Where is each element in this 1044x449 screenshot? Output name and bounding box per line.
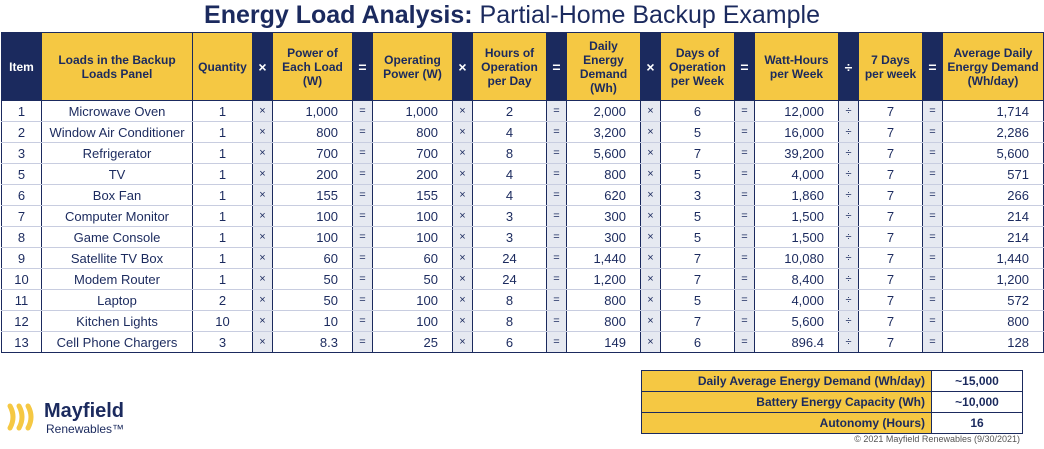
operator-times: × bbox=[453, 143, 473, 164]
cell-days: 7 bbox=[661, 248, 735, 269]
header-op-eq: = bbox=[547, 33, 567, 101]
cell-whweek: 4,000 bbox=[755, 290, 839, 311]
header-item: Item bbox=[2, 33, 42, 101]
cell-whweek: 5,600 bbox=[755, 311, 839, 332]
cell-power: 10 bbox=[273, 311, 353, 332]
operator-eq: = bbox=[735, 248, 755, 269]
operator-eq: = bbox=[353, 311, 373, 332]
operator-eq: = bbox=[735, 101, 755, 122]
cell-power: 100 bbox=[273, 206, 353, 227]
cell-op_power: 155 bbox=[373, 185, 453, 206]
cell-seven: 7 bbox=[859, 185, 923, 206]
cell-days: 5 bbox=[661, 206, 735, 227]
cell-days: 7 bbox=[661, 269, 735, 290]
operator-eq: = bbox=[735, 269, 755, 290]
cell-qty: 1 bbox=[193, 185, 253, 206]
cell-seven: 7 bbox=[859, 227, 923, 248]
cell-load: TV bbox=[42, 164, 193, 185]
cell-load: Satellite TV Box bbox=[42, 248, 193, 269]
operator-times: × bbox=[253, 227, 273, 248]
cell-hours: 4 bbox=[473, 164, 547, 185]
cell-days: 7 bbox=[661, 311, 735, 332]
operator-times: × bbox=[253, 332, 273, 353]
table-row bbox=[2, 269, 1044, 290]
operator-eq: = bbox=[735, 332, 755, 353]
summary-value: ~10,000 bbox=[932, 392, 1023, 413]
operator-div: ÷ bbox=[839, 101, 859, 122]
operator-eq: = bbox=[353, 101, 373, 122]
cell-load: Laptop bbox=[42, 290, 193, 311]
cell-hours: 8 bbox=[473, 143, 547, 164]
cell-daily: 300 bbox=[567, 206, 641, 227]
cell-op_power: 1,000 bbox=[373, 101, 453, 122]
operator-times: × bbox=[641, 122, 661, 143]
operator-times: × bbox=[641, 248, 661, 269]
cell-days: 7 bbox=[661, 143, 735, 164]
cell-qty: 1 bbox=[193, 269, 253, 290]
operator-eq: = bbox=[923, 269, 943, 290]
header-op-eq: = bbox=[923, 33, 943, 101]
operator-times: × bbox=[641, 101, 661, 122]
operator-eq: = bbox=[547, 101, 567, 122]
table-row bbox=[2, 311, 1044, 332]
cell-daily: 300 bbox=[567, 227, 641, 248]
cell-op_power: 25 bbox=[373, 332, 453, 353]
table-row bbox=[2, 332, 1044, 353]
cell-load: Game Console bbox=[42, 227, 193, 248]
cell-whweek: 1,860 bbox=[755, 185, 839, 206]
operator-times: × bbox=[253, 185, 273, 206]
cell-seven: 7 bbox=[859, 332, 923, 353]
operator-times: × bbox=[641, 332, 661, 353]
operator-eq: = bbox=[353, 185, 373, 206]
operator-times: × bbox=[453, 269, 473, 290]
cell-hours: 8 bbox=[473, 311, 547, 332]
operator-times: × bbox=[253, 122, 273, 143]
cell-op_power: 50 bbox=[373, 269, 453, 290]
operator-eq: = bbox=[547, 332, 567, 353]
cell-whweek: 8,400 bbox=[755, 269, 839, 290]
operator-eq: = bbox=[923, 332, 943, 353]
cell-seven: 7 bbox=[859, 311, 923, 332]
cell-whweek: 39,200 bbox=[755, 143, 839, 164]
header-quantity: Quantity bbox=[193, 33, 253, 101]
operator-eq: = bbox=[353, 248, 373, 269]
header-seven-days: 7 Days per week bbox=[859, 33, 923, 101]
table-row bbox=[2, 227, 1044, 248]
operator-eq: = bbox=[547, 269, 567, 290]
operator-times: × bbox=[453, 101, 473, 122]
summary-row bbox=[642, 392, 1023, 413]
header-daily-demand: Daily Energy Demand (Wh) bbox=[567, 33, 641, 101]
cell-qty: 1 bbox=[193, 143, 253, 164]
cell-load: Microwave Oven bbox=[42, 101, 193, 122]
cell-avg: 800 bbox=[943, 311, 1044, 332]
cell-qty: 1 bbox=[193, 101, 253, 122]
cell-power: 700 bbox=[273, 143, 353, 164]
cell-power: 800 bbox=[273, 122, 353, 143]
cell-op_power: 800 bbox=[373, 122, 453, 143]
operator-div: ÷ bbox=[839, 269, 859, 290]
operator-div: ÷ bbox=[839, 332, 859, 353]
summary-table bbox=[641, 370, 1023, 434]
operator-div: ÷ bbox=[839, 185, 859, 206]
table-row bbox=[2, 185, 1044, 206]
cell-item: 7 bbox=[2, 206, 42, 227]
operator-eq: = bbox=[353, 227, 373, 248]
operator-eq: = bbox=[735, 122, 755, 143]
operator-eq: = bbox=[923, 164, 943, 185]
header-op-eq: = bbox=[353, 33, 373, 101]
cell-item: 2 bbox=[2, 122, 42, 143]
cell-seven: 7 bbox=[859, 206, 923, 227]
operator-eq: = bbox=[353, 206, 373, 227]
operator-eq: = bbox=[735, 311, 755, 332]
cell-load: Modem Router bbox=[42, 269, 193, 290]
operator-eq: = bbox=[923, 122, 943, 143]
cell-avg: 266 bbox=[943, 185, 1044, 206]
cell-power: 1,000 bbox=[273, 101, 353, 122]
cell-seven: 7 bbox=[859, 290, 923, 311]
cell-whweek: 16,000 bbox=[755, 122, 839, 143]
cell-whweek: 1,500 bbox=[755, 227, 839, 248]
table-row bbox=[2, 164, 1044, 185]
cell-power: 155 bbox=[273, 185, 353, 206]
header-loads: Loads in the Backup Loads Panel bbox=[42, 33, 193, 101]
cell-days: 5 bbox=[661, 227, 735, 248]
cell-power: 60 bbox=[273, 248, 353, 269]
operator-times: × bbox=[453, 290, 473, 311]
header-op-times: × bbox=[453, 33, 473, 101]
cell-avg: 214 bbox=[943, 206, 1044, 227]
operator-times: × bbox=[641, 311, 661, 332]
cell-hours: 3 bbox=[473, 206, 547, 227]
operator-eq: = bbox=[547, 206, 567, 227]
operator-eq: = bbox=[735, 143, 755, 164]
operator-eq: = bbox=[735, 206, 755, 227]
cell-load: Box Fan bbox=[42, 185, 193, 206]
cell-whweek: 896.4 bbox=[755, 332, 839, 353]
cell-avg: 1,200 bbox=[943, 269, 1044, 290]
operator-eq: = bbox=[547, 248, 567, 269]
summary-label: Daily Average Energy Demand (Wh/day) bbox=[642, 371, 932, 392]
operator-times: × bbox=[253, 164, 273, 185]
cell-op_power: 60 bbox=[373, 248, 453, 269]
cell-hours: 3 bbox=[473, 227, 547, 248]
operator-div: ÷ bbox=[839, 164, 859, 185]
operator-times: × bbox=[453, 206, 473, 227]
cell-avg: 1,440 bbox=[943, 248, 1044, 269]
operator-eq: = bbox=[923, 227, 943, 248]
cell-hours: 4 bbox=[473, 122, 547, 143]
operator-times: × bbox=[253, 206, 273, 227]
cell-item: 8 bbox=[2, 227, 42, 248]
operator-div: ÷ bbox=[839, 143, 859, 164]
operator-times: × bbox=[253, 311, 273, 332]
operator-eq: = bbox=[353, 332, 373, 353]
page-title bbox=[0, 0, 1024, 30]
header-row bbox=[2, 33, 1044, 101]
cell-power: 200 bbox=[273, 164, 353, 185]
summary-label: Battery Energy Capacity (Wh) bbox=[642, 392, 932, 413]
summary-label: Autonomy (Hours) bbox=[642, 413, 932, 434]
cell-hours: 24 bbox=[473, 269, 547, 290]
operator-eq: = bbox=[547, 290, 567, 311]
operator-div: ÷ bbox=[839, 311, 859, 332]
cell-op_power: 100 bbox=[373, 311, 453, 332]
header-op-times: × bbox=[641, 33, 661, 101]
operator-div: ÷ bbox=[839, 290, 859, 311]
table-row bbox=[2, 248, 1044, 269]
operator-times: × bbox=[641, 290, 661, 311]
cell-load: Computer Monitor bbox=[42, 206, 193, 227]
operator-div: ÷ bbox=[839, 206, 859, 227]
cell-daily: 800 bbox=[567, 290, 641, 311]
operator-times: × bbox=[453, 248, 473, 269]
summary-value: ~15,000 bbox=[932, 371, 1023, 392]
copyright-text: © 2021 Mayfield Renewables (9/30/2021) bbox=[854, 434, 1020, 444]
operator-eq: = bbox=[547, 164, 567, 185]
cell-days: 3 bbox=[661, 185, 735, 206]
energy-load-table bbox=[1, 32, 1044, 353]
operator-eq: = bbox=[923, 101, 943, 122]
cell-power: 50 bbox=[273, 290, 353, 311]
operator-times: × bbox=[641, 143, 661, 164]
header-days: Days of Operation per Week bbox=[661, 33, 735, 101]
operator-times: × bbox=[253, 101, 273, 122]
cell-avg: 128 bbox=[943, 332, 1044, 353]
operator-times: × bbox=[641, 185, 661, 206]
cell-days: 6 bbox=[661, 332, 735, 353]
operator-times: × bbox=[641, 227, 661, 248]
operator-times: × bbox=[253, 143, 273, 164]
header-avg-daily: Average Daily Energy Demand (Wh/day) bbox=[943, 33, 1044, 101]
cell-item: 5 bbox=[2, 164, 42, 185]
operator-times: × bbox=[253, 290, 273, 311]
cell-avg: 2,286 bbox=[943, 122, 1044, 143]
cell-hours: 6 bbox=[473, 332, 547, 353]
operator-eq: = bbox=[923, 185, 943, 206]
cell-item: 12 bbox=[2, 311, 42, 332]
header-operating-power: Operating Power (W) bbox=[373, 33, 453, 101]
operator-eq: = bbox=[353, 269, 373, 290]
cell-days: 5 bbox=[661, 290, 735, 311]
operator-eq: = bbox=[547, 227, 567, 248]
cell-daily: 149 bbox=[567, 332, 641, 353]
header-power-each: Power of Each Load (W) bbox=[273, 33, 353, 101]
cell-op_power: 100 bbox=[373, 206, 453, 227]
cell-op_power: 700 bbox=[373, 143, 453, 164]
logo-subtitle: Renewables™ bbox=[46, 422, 125, 436]
cell-daily: 1,440 bbox=[567, 248, 641, 269]
cell-item: 13 bbox=[2, 332, 42, 353]
cell-avg: 571 bbox=[943, 164, 1044, 185]
operator-times: × bbox=[453, 332, 473, 353]
cell-qty: 1 bbox=[193, 227, 253, 248]
cell-daily: 2,000 bbox=[567, 101, 641, 122]
operator-eq: = bbox=[735, 290, 755, 311]
cell-qty: 1 bbox=[193, 164, 253, 185]
cell-avg: 214 bbox=[943, 227, 1044, 248]
cell-power: 8.3 bbox=[273, 332, 353, 353]
cell-item: 6 bbox=[2, 185, 42, 206]
cell-qty: 1 bbox=[193, 122, 253, 143]
cell-days: 5 bbox=[661, 122, 735, 143]
operator-eq: = bbox=[353, 290, 373, 311]
operator-eq: = bbox=[353, 122, 373, 143]
cell-item: 1 bbox=[2, 101, 42, 122]
cell-power: 100 bbox=[273, 227, 353, 248]
cell-avg: 572 bbox=[943, 290, 1044, 311]
cell-qty: 10 bbox=[193, 311, 253, 332]
operator-eq: = bbox=[923, 311, 943, 332]
logo-name: Mayfield bbox=[44, 400, 125, 422]
cell-qty: 3 bbox=[193, 332, 253, 353]
operator-eq: = bbox=[353, 164, 373, 185]
cell-op_power: 100 bbox=[373, 227, 453, 248]
cell-seven: 7 bbox=[859, 122, 923, 143]
header-op-times: × bbox=[253, 33, 273, 101]
mayfield-logo bbox=[6, 398, 156, 440]
cell-load: Refrigerator bbox=[42, 143, 193, 164]
cell-load: Window Air Conditioner bbox=[42, 122, 193, 143]
table-row bbox=[2, 122, 1044, 143]
operator-eq: = bbox=[547, 143, 567, 164]
operator-div: ÷ bbox=[839, 227, 859, 248]
cell-hours: 2 bbox=[473, 101, 547, 122]
operator-times: × bbox=[641, 206, 661, 227]
operator-times: × bbox=[453, 227, 473, 248]
cell-seven: 7 bbox=[859, 143, 923, 164]
operator-eq: = bbox=[735, 227, 755, 248]
operator-eq: = bbox=[547, 185, 567, 206]
cell-hours: 4 bbox=[473, 185, 547, 206]
operator-div: ÷ bbox=[839, 122, 859, 143]
cell-load: Kitchen Lights bbox=[42, 311, 193, 332]
cell-whweek: 10,080 bbox=[755, 248, 839, 269]
cell-qty: 1 bbox=[193, 206, 253, 227]
cell-whweek: 12,000 bbox=[755, 101, 839, 122]
operator-times: × bbox=[453, 311, 473, 332]
operator-times: × bbox=[453, 122, 473, 143]
table-row bbox=[2, 143, 1044, 164]
cell-daily: 1,200 bbox=[567, 269, 641, 290]
mayfield-logo-icon bbox=[6, 400, 40, 434]
summary-value: 16 bbox=[932, 413, 1023, 434]
operator-div: ÷ bbox=[839, 248, 859, 269]
operator-times: × bbox=[253, 269, 273, 290]
cell-whweek: 1,500 bbox=[755, 206, 839, 227]
cell-daily: 800 bbox=[567, 164, 641, 185]
operator-eq: = bbox=[923, 248, 943, 269]
cell-item: 9 bbox=[2, 248, 42, 269]
table-row bbox=[2, 101, 1044, 122]
cell-power: 50 bbox=[273, 269, 353, 290]
cell-days: 6 bbox=[661, 101, 735, 122]
cell-qty: 2 bbox=[193, 290, 253, 311]
cell-avg: 1,714 bbox=[943, 101, 1044, 122]
cell-item: 3 bbox=[2, 143, 42, 164]
operator-times: × bbox=[253, 248, 273, 269]
cell-daily: 620 bbox=[567, 185, 641, 206]
cell-whweek: 4,000 bbox=[755, 164, 839, 185]
cell-daily: 800 bbox=[567, 311, 641, 332]
cell-item: 11 bbox=[2, 290, 42, 311]
operator-times: × bbox=[641, 269, 661, 290]
cell-item: 10 bbox=[2, 269, 42, 290]
operator-times: × bbox=[453, 185, 473, 206]
operator-times: × bbox=[641, 164, 661, 185]
cell-avg: 5,600 bbox=[943, 143, 1044, 164]
operator-eq: = bbox=[547, 122, 567, 143]
operator-eq: = bbox=[735, 185, 755, 206]
cell-op_power: 100 bbox=[373, 290, 453, 311]
table-row bbox=[2, 290, 1044, 311]
cell-seven: 7 bbox=[859, 248, 923, 269]
operator-eq: = bbox=[923, 143, 943, 164]
header-hours: Hours of Operation per Day bbox=[473, 33, 547, 101]
cell-daily: 5,600 bbox=[567, 143, 641, 164]
cell-daily: 3,200 bbox=[567, 122, 641, 143]
operator-eq: = bbox=[547, 311, 567, 332]
table-row bbox=[2, 206, 1044, 227]
summary-row bbox=[642, 413, 1023, 434]
operator-eq: = bbox=[735, 164, 755, 185]
operator-eq: = bbox=[353, 143, 373, 164]
operator-eq: = bbox=[923, 290, 943, 311]
cell-seven: 7 bbox=[859, 101, 923, 122]
cell-seven: 7 bbox=[859, 164, 923, 185]
cell-hours: 8 bbox=[473, 290, 547, 311]
cell-hours: 24 bbox=[473, 248, 547, 269]
summary-row bbox=[642, 371, 1023, 392]
title-rest: Partial-Home Backup Example bbox=[472, 1, 820, 29]
header-op-div: ÷ bbox=[839, 33, 859, 101]
cell-seven: 7 bbox=[859, 269, 923, 290]
operator-eq: = bbox=[923, 206, 943, 227]
header-op-eq: = bbox=[735, 33, 755, 101]
operator-times: × bbox=[453, 164, 473, 185]
cell-load: Cell Phone Chargers bbox=[42, 332, 193, 353]
cell-days: 5 bbox=[661, 164, 735, 185]
cell-qty: 1 bbox=[193, 248, 253, 269]
header-wh-week: Watt-Hours per Week bbox=[755, 33, 839, 101]
title-bold: Energy Load Analysis: bbox=[204, 1, 473, 29]
cell-op_power: 200 bbox=[373, 164, 453, 185]
